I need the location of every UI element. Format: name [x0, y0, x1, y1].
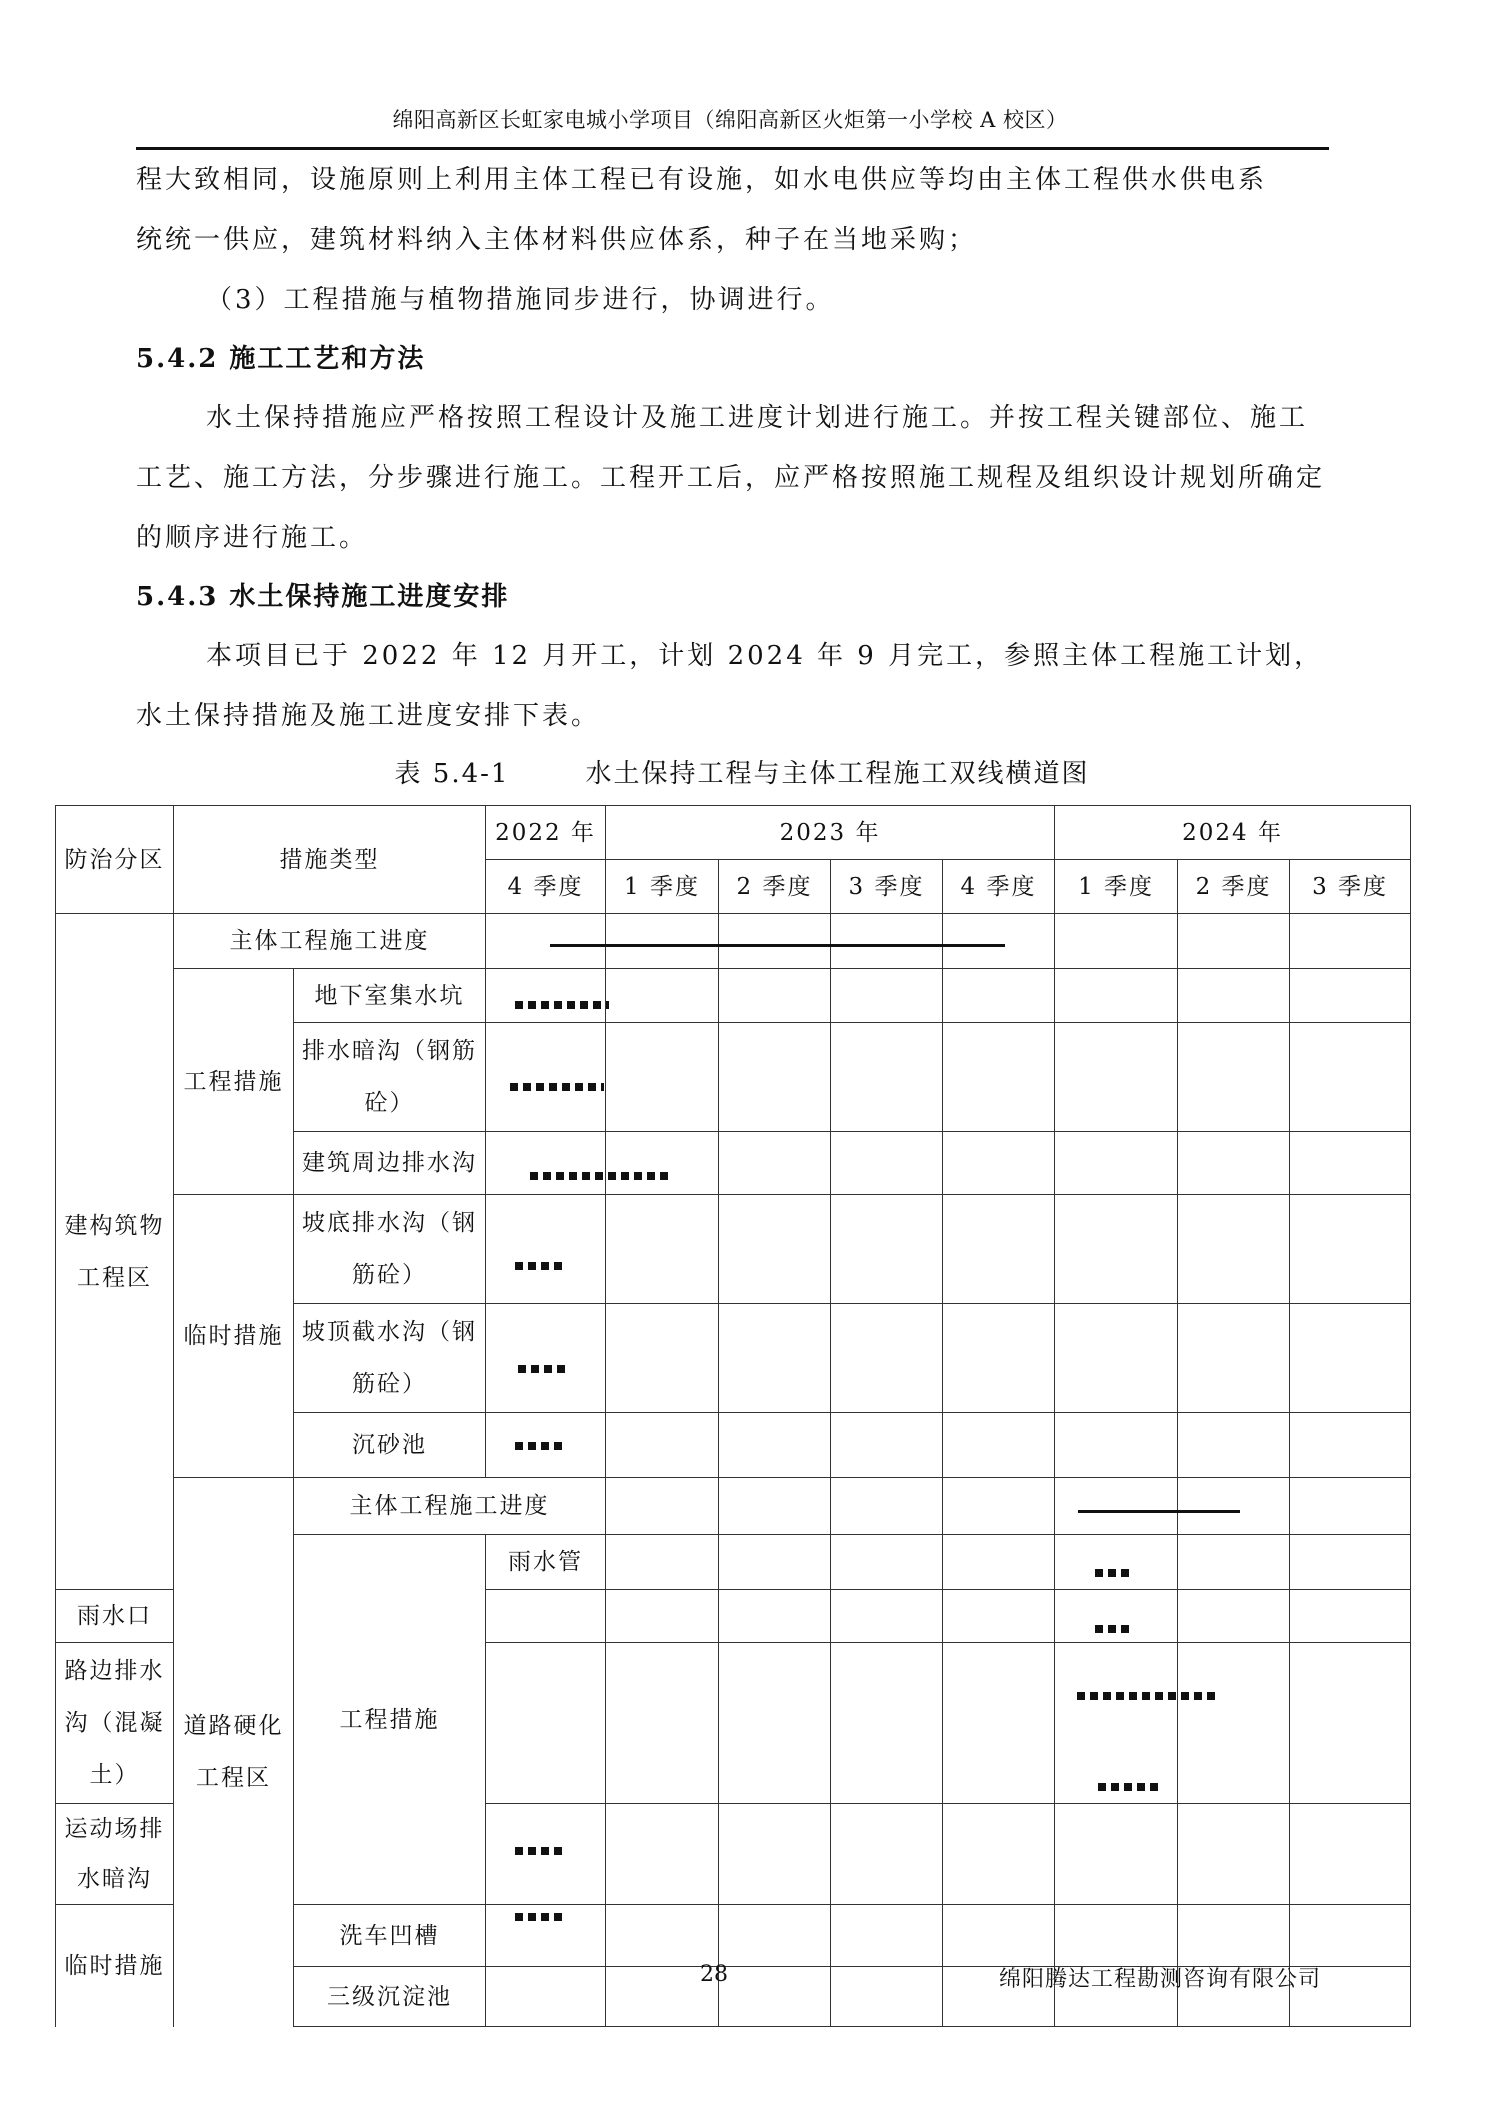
gantt-cell — [1290, 1535, 1411, 1590]
gantt-cell — [831, 1967, 943, 2027]
page-number: 28 — [700, 1962, 728, 1987]
item-cell — [56, 1643, 174, 1804]
header-zone: 防治分区 — [56, 806, 174, 914]
gantt-cell — [831, 969, 943, 1023]
gantt-cell — [606, 1195, 719, 1304]
gantt-cell — [486, 1967, 606, 2027]
gantt-cell — [719, 1023, 831, 1132]
item-label: 雨水口 — [56, 1590, 174, 1643]
gantt-cell — [943, 1590, 1055, 1643]
gantt-cell — [1055, 969, 1178, 1023]
gantt-cell — [719, 914, 831, 969]
header-quarter: 3 季度 — [831, 860, 943, 914]
gantt-cell — [606, 1905, 719, 1967]
gantt-cell — [831, 1535, 943, 1590]
header-year-2022: 2022 年 — [486, 806, 606, 860]
paragraph: 水土保持措施应严格按照工程设计及施工进度计划进行施工。并按工程关键部位、施工工艺、施工方法，分步骤进行施工。工程开工后，应严格按照施工规程及组织设计规划所确定的顺序进行施工。 — [136, 403, 1326, 553]
gantt-cell — [606, 1132, 719, 1195]
gantt-cell — [486, 1304, 606, 1413]
gantt-cell — [606, 969, 719, 1023]
gantt-cell — [606, 1590, 719, 1643]
gantt-cell — [1178, 1804, 1290, 1905]
item-label: 沉砂池 — [294, 1413, 486, 1478]
gantt-cell — [1055, 1478, 1178, 1535]
header-year-2024: 2024 年 — [1055, 806, 1411, 860]
gantt-cell — [1178, 1590, 1290, 1643]
gantt-cell — [606, 1023, 719, 1132]
gantt-cell — [486, 1643, 606, 1804]
gantt-cell — [831, 1413, 943, 1478]
gantt-cell — [486, 1590, 606, 1643]
gantt-cell — [943, 1195, 1055, 1304]
item-label: 地下室集水坑 — [294, 969, 486, 1023]
gantt-cell — [831, 1590, 943, 1643]
item-label: 路边排水沟（混凝土） — [64, 1658, 165, 1788]
gantt-cell — [606, 914, 719, 969]
gantt-cell — [831, 1195, 943, 1304]
gantt-cell — [1178, 969, 1290, 1023]
gantt-cell — [943, 1478, 1055, 1535]
gantt-cell — [831, 1905, 943, 1967]
body-text — [136, 150, 1328, 802]
item-label: 坡底排水沟（钢筋砼） — [302, 1210, 477, 1288]
gantt-cell — [486, 969, 606, 1023]
item-label: 排水暗沟（钢筋砼） — [302, 1038, 477, 1116]
header-quarter: 4 季度 — [943, 860, 1055, 914]
gantt-cell — [943, 1304, 1055, 1413]
main-progress-label: 主体工程施工进度 — [294, 1478, 606, 1535]
gantt-cell — [1290, 969, 1411, 1023]
gantt-cell — [1178, 1195, 1290, 1304]
gantt-cell — [719, 1304, 831, 1413]
gantt-cell — [943, 1023, 1055, 1132]
gantt-cell — [719, 1413, 831, 1478]
item-cell — [294, 1195, 486, 1304]
measure-type: 工程措施 — [174, 969, 294, 1195]
gantt-cell — [1290, 1413, 1411, 1478]
gantt-cell — [1290, 1023, 1411, 1132]
gantt-cell — [831, 1643, 943, 1804]
gantt-cell — [1178, 1643, 1290, 1804]
gantt-cell — [1055, 1804, 1178, 1905]
gantt-cell — [1178, 1905, 1290, 1967]
gantt-cell — [1055, 1905, 1178, 1967]
item-label: 建筑周边排水沟 — [294, 1132, 486, 1195]
section-heading-5-4-2: 5.4.2 施工工艺和方法 — [136, 344, 426, 374]
header-quarter: 4 季度 — [486, 860, 606, 914]
measure-type: 工程措施 — [294, 1535, 486, 1905]
zone-cell — [56, 914, 174, 1590]
gantt-cell — [486, 1905, 606, 1967]
gantt-cell — [606, 1804, 719, 1905]
gantt-cell — [1290, 1804, 1411, 1905]
gantt-cell — [1290, 914, 1411, 969]
gantt-cell — [1178, 1478, 1290, 1535]
footer-company: 绵阳腾达工程勘测咨询有限公司 — [999, 1967, 1322, 1992]
gantt-cell — [719, 969, 831, 1023]
item-label: 洗车凹槽 — [294, 1905, 486, 1967]
header-quarter: 1 季度 — [1055, 860, 1178, 914]
gantt-cell — [1055, 1023, 1178, 1132]
measure-type: 临时措施 — [174, 1195, 294, 1478]
gantt-cell — [1055, 914, 1178, 969]
gantt-cell — [486, 1132, 606, 1195]
gantt-cell — [1290, 1643, 1411, 1804]
gantt-cell — [719, 1967, 831, 2027]
item-cell — [294, 1304, 486, 1413]
gantt-cell — [486, 914, 606, 969]
zone-label: 建构筑物工程区 — [64, 1212, 165, 1291]
gantt-cell — [1055, 1590, 1178, 1643]
gantt-cell — [1178, 1304, 1290, 1413]
gantt-cell — [1290, 1195, 1411, 1304]
gantt-cell — [1178, 1535, 1290, 1590]
gantt-cell — [486, 1804, 606, 1905]
gantt-cell — [1055, 1643, 1178, 1804]
table-number: 表 5.4-1 — [394, 759, 510, 789]
gantt-cell — [719, 1535, 831, 1590]
gantt-cell — [831, 1804, 943, 1905]
gantt-cell — [606, 1304, 719, 1413]
header-quarter: 2 季度 — [1178, 860, 1290, 914]
paragraph-line: 统统一供应，建筑材料纳入主体材料供应体系，种子在当地采购； — [136, 225, 978, 255]
header-quarter: 2 季度 — [719, 860, 831, 914]
gantt-cell — [719, 1804, 831, 1905]
gantt-cell — [1290, 1304, 1411, 1413]
gantt-cell — [719, 1195, 831, 1304]
section-heading-5-4-3: 5.4.3 水土保持施工进度安排 — [136, 582, 510, 612]
gantt-cell — [831, 914, 943, 969]
running-header: 绵阳高新区长虹家电城小学项目（绵阳高新区火炬第一小学校 A 校区） — [392, 108, 1068, 132]
item-label: 坡顶截水沟（钢筋砼） — [302, 1319, 477, 1397]
zone-label: 道路硬化工程区 — [183, 1713, 284, 1792]
gantt-cell — [1290, 1478, 1411, 1535]
gantt-cell — [606, 1413, 719, 1478]
gantt-cell — [943, 1905, 1055, 1967]
item-label: 三级沉淀池 — [294, 1967, 486, 2027]
gantt-cell — [831, 1023, 943, 1132]
gantt-cell — [1178, 1132, 1290, 1195]
gantt-cell — [719, 1478, 831, 1535]
gantt-cell — [943, 1804, 1055, 1905]
table-caption — [156, 746, 1328, 802]
gantt-table — [55, 805, 1411, 2027]
gantt-cell — [943, 1643, 1055, 1804]
gantt-cell — [1055, 1304, 1178, 1413]
item-cell — [294, 1023, 486, 1132]
gantt-cell — [1055, 1413, 1178, 1478]
gantt-cell — [486, 1023, 606, 1132]
gantt-cell — [606, 1535, 719, 1590]
gantt-cell — [1290, 1905, 1411, 1967]
item-label: 雨水管 — [486, 1535, 606, 1590]
gantt-cell — [606, 1643, 719, 1804]
gantt-cell — [1290, 1590, 1411, 1643]
gantt-cell — [486, 1413, 606, 1478]
gantt-cell — [1178, 1023, 1290, 1132]
gantt-cell — [719, 1905, 831, 1967]
table-title: 水土保持工程与主体工程施工双线横道图 — [585, 759, 1090, 789]
item-label: 运动场排水暗沟 — [56, 1804, 174, 1905]
gantt-cell — [719, 1590, 831, 1643]
main-progress-label: 主体工程施工进度 — [174, 914, 486, 969]
gantt-cell — [606, 1478, 719, 1535]
gantt-cell — [1290, 1132, 1411, 1195]
gantt-cell — [1055, 1132, 1178, 1195]
gantt-cell — [943, 1535, 1055, 1590]
paragraph: （3）工程措施与植物措施同步进行，协调进行。 — [206, 285, 835, 315]
header-type: 措施类型 — [174, 806, 486, 914]
gantt-cell — [1055, 1535, 1178, 1590]
gantt-cell — [1055, 1195, 1178, 1304]
gantt-cell — [1178, 914, 1290, 969]
header-quarter: 3 季度 — [1290, 860, 1411, 914]
gantt-cell — [486, 1195, 606, 1304]
gantt-cell — [943, 1413, 1055, 1478]
gantt-cell — [719, 1643, 831, 1804]
gantt-cell — [831, 1304, 943, 1413]
paragraph: 本项目已于 2022 年 12 月开工，计划 2024 年 9 月完工，参照主体工程施工计划，水土保持措施及施工进度安排下表。 — [136, 641, 1324, 731]
gantt-cell — [943, 969, 1055, 1023]
measure-type: 临时措施 — [56, 1905, 174, 2027]
header-year-2023: 2023 年 — [606, 806, 1055, 860]
header-quarter: 1 季度 — [606, 860, 719, 914]
gantt-cell — [719, 1132, 831, 1195]
gantt-cell — [831, 1478, 943, 1535]
gantt-cell — [1178, 1413, 1290, 1478]
gantt-cell — [943, 914, 1055, 969]
gantt-cell — [943, 1132, 1055, 1195]
paragraph-line: 程大致相同，设施原则上利用主体工程已有设施，如水电供应等均由主体工程供水供电系 — [136, 165, 1268, 195]
gantt-cell — [831, 1132, 943, 1195]
zone-cell — [174, 1478, 294, 2027]
